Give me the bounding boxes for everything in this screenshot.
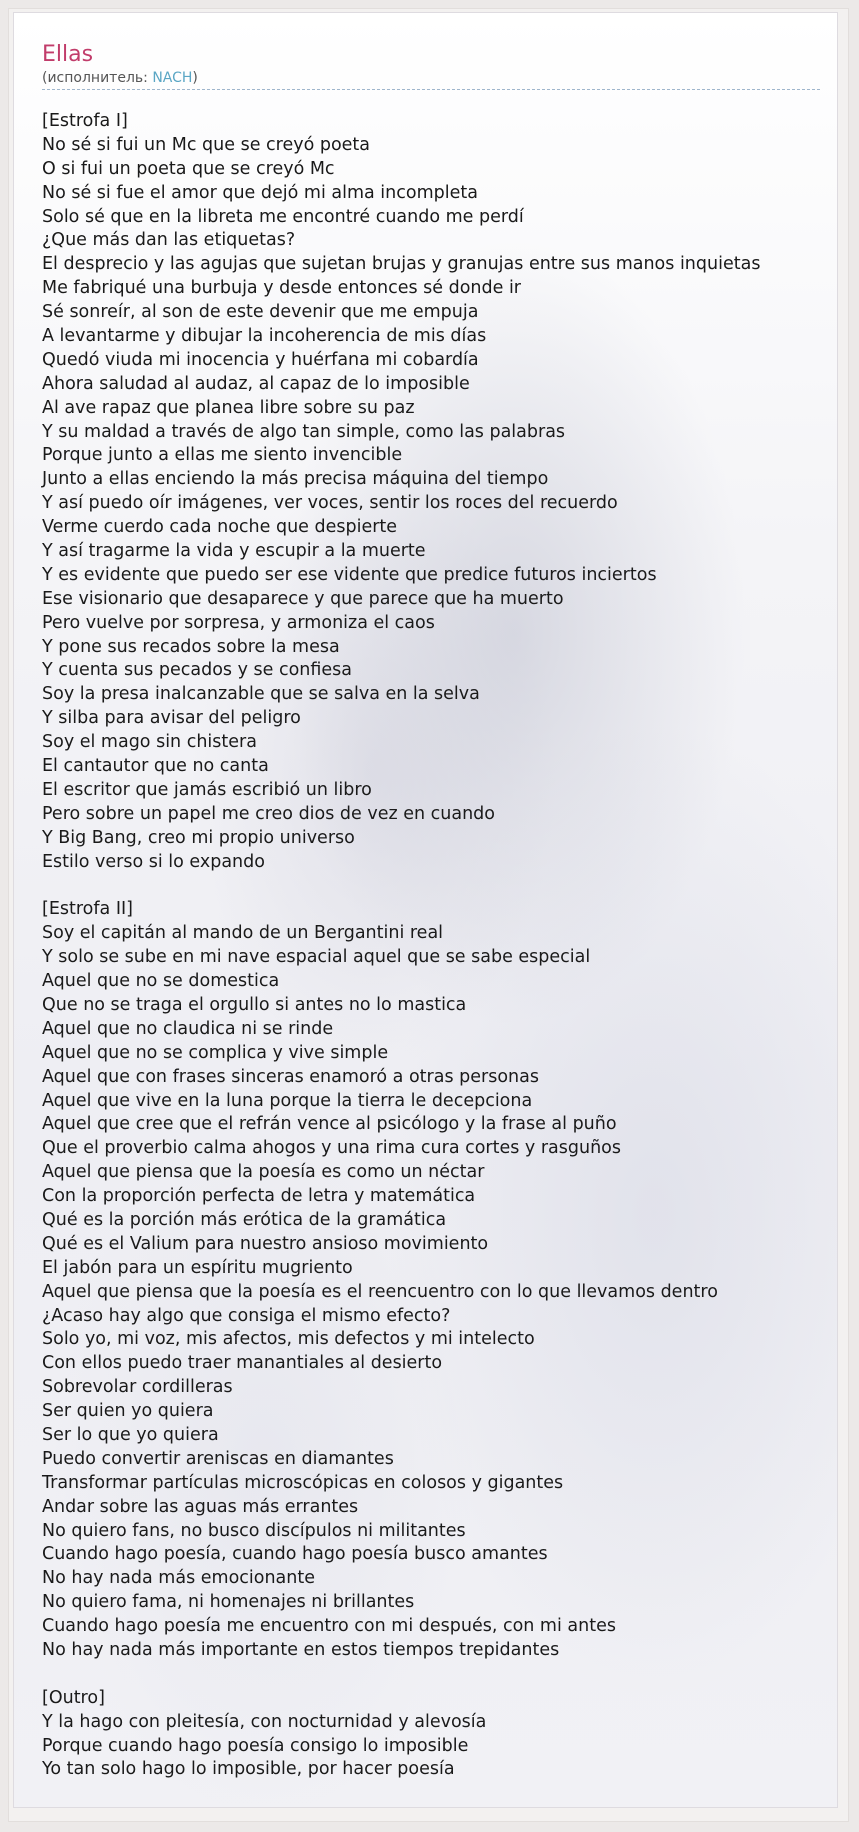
lyric-line: Aquel que no se complica y vive simple bbox=[42, 1042, 389, 1063]
section-heading: [Estrofa II] bbox=[42, 899, 133, 920]
lyric-line: Aquel que no claudica ni se rinde bbox=[42, 1018, 334, 1039]
lyric-line: Soy el capitán al mando de un Bergantini real bbox=[42, 923, 444, 944]
lyric-line: Y es evidente que puedo ser ese vidente que predice futuros inciertos bbox=[42, 564, 657, 585]
lyric-line: Verme cuerdo cada noche que despierte bbox=[42, 517, 398, 538]
lyric-line: Con ellos puedo traer manantiales al desierto bbox=[42, 1353, 443, 1374]
lyric-line: Ser lo que yo quiera bbox=[42, 1424, 219, 1445]
lyric-line: Yo tan solo hago lo imposible, por hacer poesía bbox=[42, 1759, 455, 1780]
lyric-line: Pero sobre un papel me creo dios de vez en cuando bbox=[42, 803, 496, 824]
artist-suffix: ) bbox=[192, 70, 198, 86]
lyric-line: Que el proverbio calma ahogos y una rima cura cortes y rasguños bbox=[42, 1138, 622, 1159]
section-heading: [Outro] bbox=[42, 1687, 105, 1708]
lyric-line: Que no se traga el orgullo si antes no lo mastica bbox=[42, 994, 467, 1015]
lyric-line: Quedó viuda mi inocencia y huérfana mi cobardía bbox=[42, 349, 479, 370]
lyric-line: El escritor que jamás escribió un libro bbox=[42, 779, 372, 800]
lyric-line: El jabón para un espíritu mugriento bbox=[42, 1257, 353, 1278]
lyric-line: Sé sonreír, al son de este devenir que me empuja bbox=[42, 302, 479, 323]
lyric-line: Qué es el Valium para nuestro ansioso movimiento bbox=[42, 1233, 489, 1254]
lyric-line: Ser quien yo quiera bbox=[42, 1401, 214, 1422]
lyric-line: Al ave rapaz que planea libre sobre su paz bbox=[42, 397, 415, 418]
stanza-break bbox=[42, 875, 838, 899]
lyric-line: Transformar partículas microscópicas en colosos y gigantes bbox=[42, 1472, 564, 1493]
lyric-line: Andar sobre las aguas más errantes bbox=[42, 1496, 359, 1517]
lyric-line: Aquel que vive en la luna porque la tierra le decepciona bbox=[42, 1090, 533, 1111]
lyric-line: Y así puedo oír imágenes, ver voces, sentir los roces del recuerdo bbox=[42, 493, 618, 514]
lyric-line: Soy la presa inalcanzable que se salva en la selva bbox=[42, 684, 480, 705]
artist-line bbox=[42, 69, 820, 87]
lyric-line: O si fui un poeta que se creyó Mc bbox=[42, 158, 335, 179]
lyric-line: El cantautor que no canta bbox=[42, 756, 269, 777]
song-title: Ellas bbox=[42, 42, 94, 67]
lyric-line: Aquel que con frases sinceras enamoró a otras personas bbox=[42, 1066, 539, 1087]
lyric-line: Solo yo, mi voz, mis afectos, mis defectos y mi intelecto bbox=[42, 1329, 535, 1350]
lyrics-body bbox=[42, 110, 838, 1782]
lyric-line: Soy el mago sin chistera bbox=[42, 732, 257, 753]
lyric-line: Y así tragarme la vida y escupir a la muerte bbox=[42, 541, 426, 562]
lyric-line: Aquel que piensa que la poesía es el reencuentro con lo que llevamos dentro bbox=[42, 1281, 718, 1302]
lyric-line: No sé si fui un Mc que se creyó poeta bbox=[42, 134, 371, 155]
stanza-break bbox=[42, 1663, 838, 1687]
lyric-line: Y cuenta sus pecados y se confiesa bbox=[42, 660, 352, 681]
lyric-line: Y silba para avisar del peligro bbox=[42, 708, 301, 729]
lyric-line: Junto a ellas enciendo la más precisa máquina del tiempo bbox=[42, 469, 549, 490]
lyric-line: Sobrevolar cordilleras bbox=[42, 1377, 233, 1398]
lyric-line: ¿Acaso hay algo que consiga el mismo efecto? bbox=[42, 1305, 451, 1326]
lyric-line: Estilo verso si lo expando bbox=[42, 851, 265, 872]
lyric-line: No quiero fama, ni homenajes ni brillantes bbox=[42, 1592, 415, 1613]
lyric-line: Cuando hago poesía me encuentro con mi después, con mi antes bbox=[42, 1616, 616, 1637]
lyric-line: Porque cuando hago poesía consigo lo imposible bbox=[42, 1735, 469, 1756]
section-heading: [Estrofa I] bbox=[42, 111, 128, 131]
lyric-line: El desprecio y las agujas que sujetan brujas y granujas entre sus manos inquietas bbox=[42, 254, 761, 275]
lyric-line: Y solo se sube en mi nave espacial aquel que se sabe especial bbox=[42, 947, 591, 968]
lyric-line: ¿Que más dan las etiquetas? bbox=[42, 230, 296, 251]
lyric-line: A levantarme y dibujar la incoherencia de mis días bbox=[42, 326, 487, 347]
lyric-line: Aquel que cree que el refrán vence al psicólogo y la frase al puño bbox=[42, 1114, 617, 1135]
lyric-line: Aquel que piensa que la poesía es como un néctar bbox=[42, 1162, 485, 1183]
artist-link[interactable]: NACH bbox=[152, 70, 193, 86]
lyric-line: Con la proporción perfecta de letra y matemática bbox=[42, 1186, 476, 1207]
lyric-line: Ese visionario que desaparece y que parece que ha muerto bbox=[42, 588, 564, 609]
lyric-line: Me fabriqué una burbuja y desde entonces sé donde ir bbox=[42, 278, 522, 299]
lyric-line: Solo sé que en la libreta me encontré cuando me perdí bbox=[42, 206, 524, 227]
lyric-line: Qué es la porción más erótica de la gramática bbox=[42, 1209, 447, 1230]
lyric-line: Y su maldad a través de algo tan simple, como las palabras bbox=[42, 421, 566, 442]
lyric-line: Y Big Bang, creo mi propio universo bbox=[42, 827, 355, 848]
lyric-line: Y la hago con pleitesía, con nocturnidad y alevosía bbox=[42, 1711, 487, 1732]
lyric-line: No hay nada más importante en estos tiempos trepidantes bbox=[42, 1640, 560, 1660]
artist-prefix: (исполнитель: bbox=[42, 70, 153, 86]
lyric-line: Cuando hago poesía, cuando hago poesía busco amantes bbox=[42, 1544, 548, 1565]
lyric-line: Aquel que no se domestica bbox=[42, 971, 280, 992]
lyric-line: Y pone sus recados sobre la mesa bbox=[42, 636, 340, 657]
lyric-line: Pero vuelve por sorpresa, y armoniza el caos bbox=[42, 612, 435, 633]
lyric-line: No hay nada más emocionante bbox=[42, 1568, 316, 1589]
lyric-line: Porque junto a ellas me siento invencible bbox=[42, 445, 403, 466]
lyric-line: No sé si fue el amor que dejó mi alma incompleta bbox=[42, 182, 478, 203]
lyric-line: No quiero fans, no busco discípulos ni militantes bbox=[42, 1520, 466, 1541]
lyric-line: Puedo convertir areniscas en diamantes bbox=[42, 1448, 394, 1469]
song-header bbox=[42, 41, 820, 90]
lyric-line: Ahora saludad al audaz, al capaz de lo imposible bbox=[42, 373, 470, 394]
lyrics-card bbox=[13, 12, 838, 1808]
